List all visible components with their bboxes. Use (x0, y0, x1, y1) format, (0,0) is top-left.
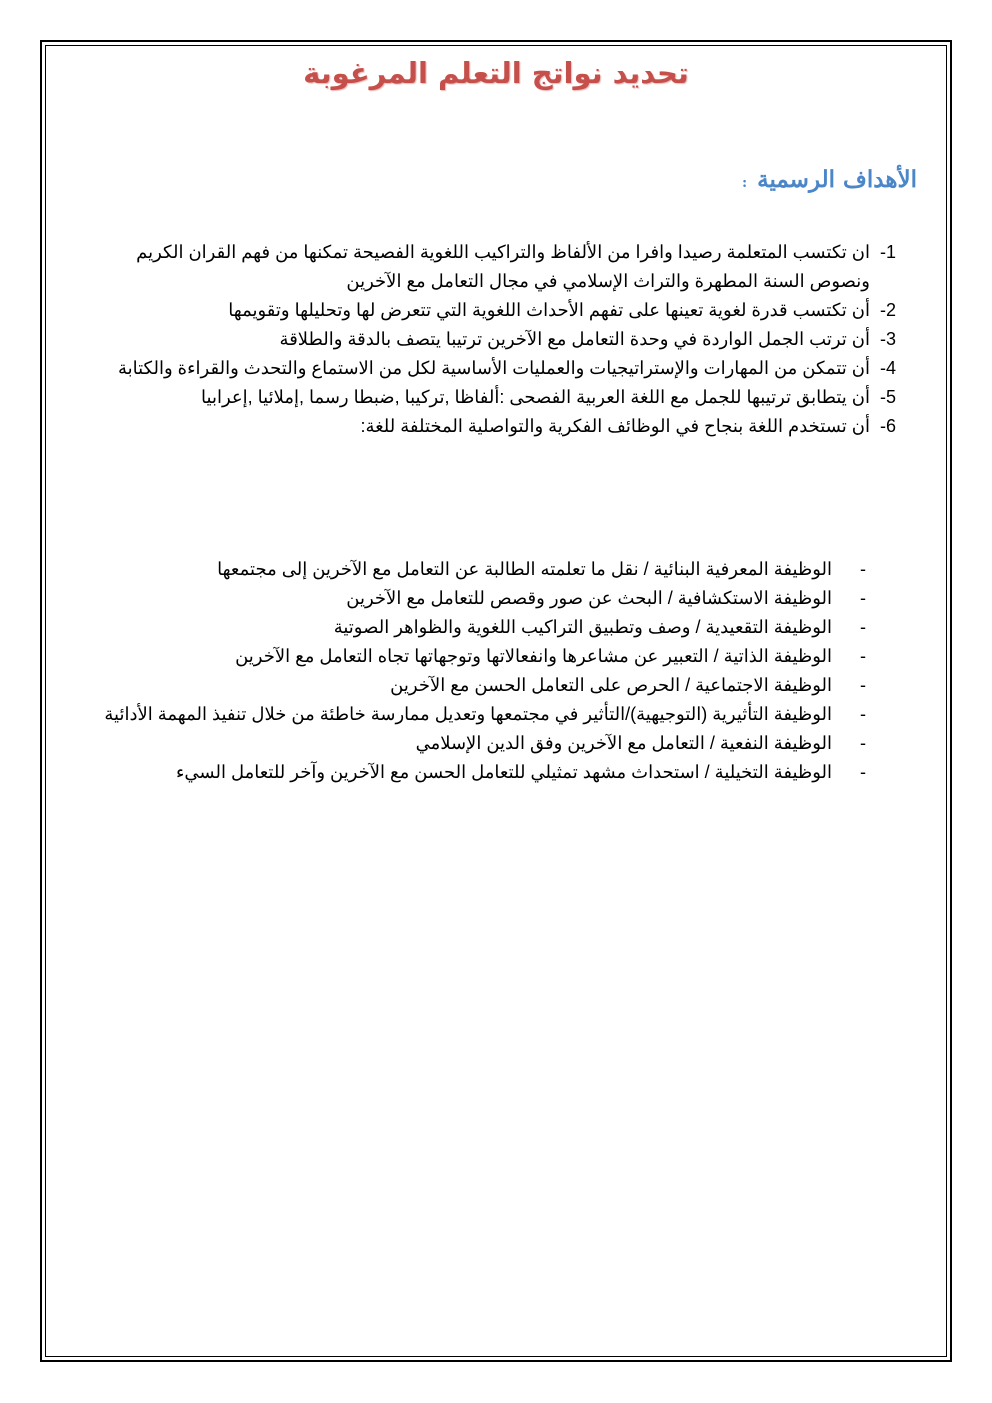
goal-text: أن تتمكن من المهارات والإستراتيجيات والعمليات الأساسية لكل من الاستماع والتحدث والقراءة والكتابة (117, 358, 870, 378)
goal-text: أن يتطابق ترتيبها للجمل مع اللغة العربية الفصحى :ألفاظا ,تركيبا ,ضبطا رسما ,إملائيا ,إعرابيا (201, 387, 870, 407)
function-text: الوظيفة الاستكشافية / البحث عن صور وقصص للتعامل مع الآخرين (346, 588, 832, 608)
bullet-marker: - (860, 588, 866, 608)
goal-item (78, 325, 896, 354)
section-heading (742, 166, 917, 193)
function-item (78, 700, 896, 729)
function-item (78, 671, 896, 700)
goal-item (78, 383, 896, 412)
bullet-marker: - (860, 704, 866, 724)
bullet-marker: - (860, 762, 866, 782)
function-text: الوظيفة التأثيرية (التوجيهية)/التأثير في مجتمعها وتعديل ممارسة خاطئة من خلال تنفيذ المهمة الأدائية (104, 704, 832, 724)
function-item (78, 642, 896, 671)
goal-number: -2 (879, 300, 896, 320)
goal-text: أن تكتسب قدرة لغوية تعينها على تفهم الأحداث اللغوية التي تتعرض لها وتحليلها وتقويمها (228, 300, 870, 320)
bullet-marker: - (860, 675, 866, 695)
goal-number: -3 (879, 329, 896, 349)
functions-list (78, 555, 896, 787)
goals-list (78, 238, 896, 441)
function-text: الوظيفة الاجتماعية / الحرص على التعامل الحسن مع الآخرين (390, 675, 832, 695)
page-title: تحديد نواتج التعلم المرغوبة (303, 56, 689, 90)
function-text: الوظيفة التقعيدية / وصف وتطبيق التراكيب اللغوية والظواهر الصوتية (333, 617, 832, 637)
function-item (78, 729, 896, 758)
goal-number: -5 (879, 387, 896, 407)
function-item (78, 613, 896, 642)
bullet-marker: - (860, 559, 866, 579)
function-text: الوظيفة التخيلية / استحداث مشهد تمثيلي للتعامل الحسن مع الآخرين وآخر للتعامل السيء (175, 762, 832, 782)
goal-text: ان تكتسب المتعلمة رصيدا وافرا من الألفاظ والتراكيب اللغوية الفصيحة تمكنها من فهم القران الكريم ونصوص السنة المطهرة والتراث الإسلامي في مجال التعامل مع الآخرين (136, 242, 870, 291)
goal-item (78, 296, 896, 325)
function-text: الوظيفة المعرفية البنائية / نقل ما تعلمته الطالبة عن التعامل مع الآخرين إلى مجتمعها (217, 559, 832, 579)
bullet-marker: - (860, 733, 866, 753)
function-text: الوظيفة الذاتية / التعبير عن مشاعرها وانفعالاتها وتوجهاتها تجاه التعامل مع الآخرين (235, 646, 832, 666)
goal-text: أن ترتب الجمل الواردة في وحدة التعامل مع الآخرين ترتيبا يتصف بالدقة والطلاقة (279, 329, 870, 349)
section-heading-text: الأهداف الرسمية (757, 166, 917, 193)
goal-number: -1 (879, 242, 896, 262)
function-item (78, 555, 896, 584)
function-text: الوظيفة النفعية / التعامل مع الآخرين وفق الدين الإسلامي (415, 733, 832, 753)
goal-item (78, 354, 896, 383)
section-heading-colon: : (741, 175, 748, 191)
goal-item (78, 238, 896, 296)
function-item (78, 758, 896, 787)
goal-text: أن تستخدم اللغة بنجاح في الوظائف الفكرية والتواصلية المختلفة للغة: (360, 416, 870, 436)
goal-item (78, 412, 896, 441)
goal-number: -6 (879, 416, 896, 436)
bullet-marker: - (860, 646, 866, 666)
goal-number: -4 (879, 358, 896, 378)
function-item (78, 584, 896, 613)
bullet-marker: - (860, 617, 866, 637)
